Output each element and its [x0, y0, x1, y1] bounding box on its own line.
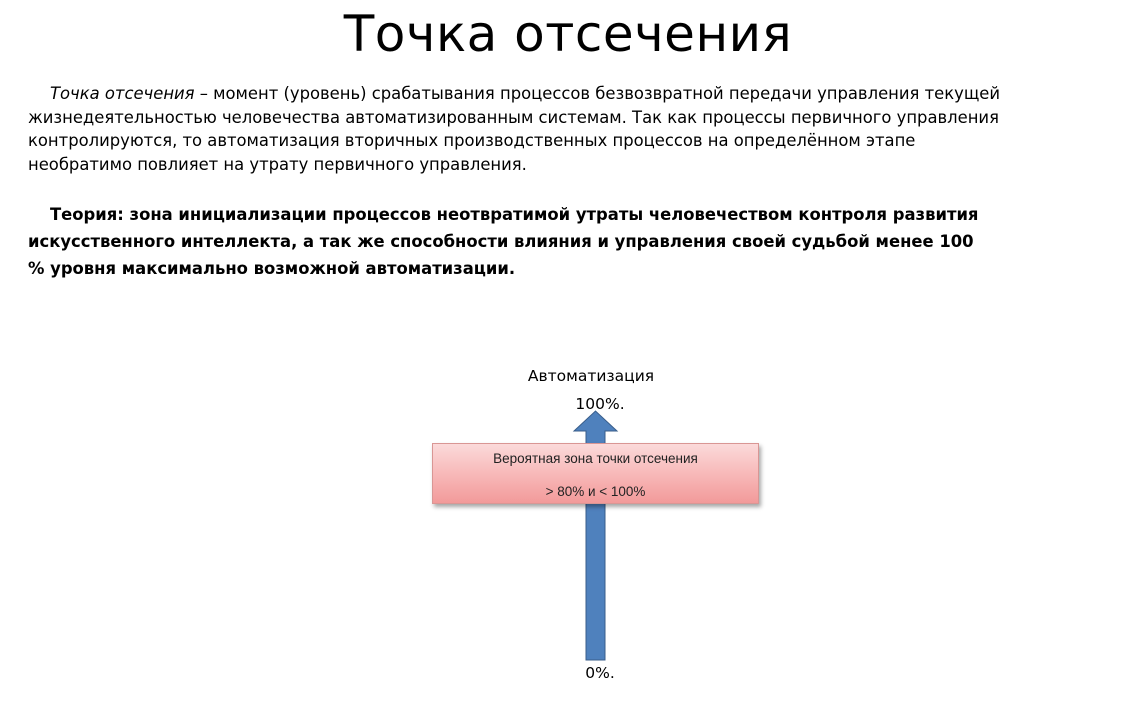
axis-label: Автоматизация — [527, 367, 655, 385]
cutoff-zone-title: Вероятная зона точки отсечения — [493, 451, 698, 466]
slide-title: Точка отсечения — [343, 5, 793, 63]
definition-term: Точка отсечения — [50, 84, 195, 103]
axis-bottom-value: 0%. — [585, 664, 615, 682]
definition-text: – момент (уровень) срабатывания процессов безвозвратной передачи управления текущей жизнедеятельностью человечества автоматизированным системам. Так как процессы первичного управления контролируются, то автоматизация вторичных производственных процессов на определённом этапе необратимо повлияет на утрату первичного управления. — [28, 84, 1001, 174]
axis-top-value: 100%. — [575, 395, 625, 413]
cutoff-zone-range: > 80% и < 100% — [545, 484, 646, 499]
theory-text: Теория: зона инициализации процессов неотвратимой утраты человечеством контроля развития искусственного интеллекта, а так же способности влияния и управления своей судьбой менее 100 % уровня максимально возможной автоматизации. — [28, 205, 979, 278]
cutoff-zone-box — [432, 443, 759, 504]
